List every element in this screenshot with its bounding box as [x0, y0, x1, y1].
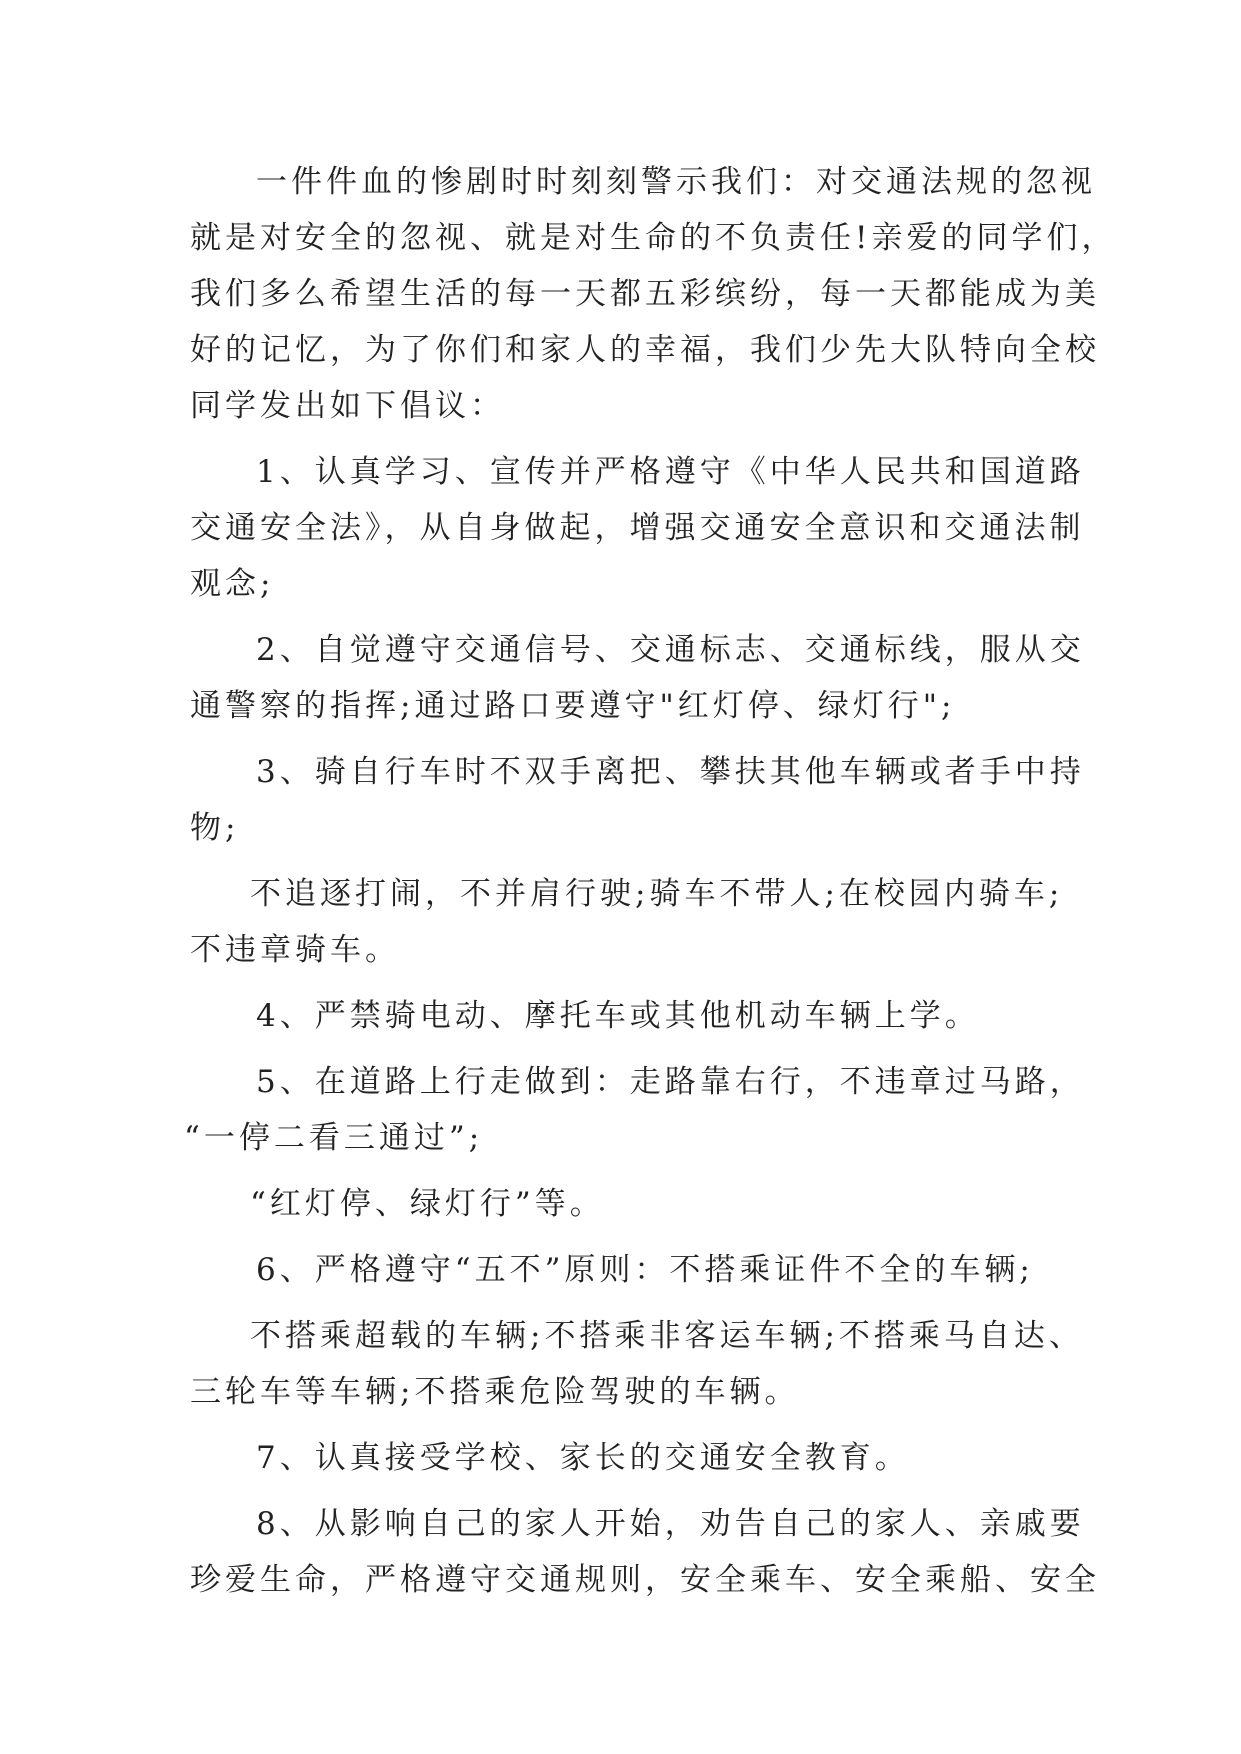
text-line: 3、骑自行车时不双手离把、攀扶其他车辆或者手中持	[256, 754, 1085, 790]
text-line: 不搭乘超载的车辆;不搭乘非客运车辆;不搭乘马自达、	[250, 1318, 1084, 1354]
text-line: “红灯停、绿灯行”等。	[250, 1186, 605, 1222]
text-line: 物;	[190, 810, 240, 846]
text-line: 5、在道路上行走做到：走路靠右行，不违章过马路，	[256, 1064, 1085, 1100]
text-line: 通警察的指挥;通过路口要遵守"红灯停、绿灯行";	[190, 688, 956, 724]
text-line: 交通安全法》，从自身做起，增强交通安全意识和交通法制	[190, 510, 1085, 546]
text-line: 我们多么希望生活的每一天都五彩缤纷，每一天都能成为美	[190, 276, 1100, 312]
text-line: 同学发出如下倡议：	[190, 388, 505, 424]
text-line: 就是对安全的忽视、就是对生命的不负责任!亲爱的同学们，	[190, 220, 1117, 256]
text-line: 珍爱生命，严格遵守交通规则，安全乘车、安全乘船、安全	[190, 1562, 1100, 1598]
text-line: 4、严禁骑电动、摩托车或其他机动车辆上学。	[256, 998, 980, 1034]
text-line: 不违章骑车。	[190, 932, 400, 968]
text-line: 2、自觉遵守交通信号、交通标志、交通标线，服从交	[256, 632, 1085, 668]
text-line: 好的记忆，为了你们和家人的幸福，我们少先大队特向全校	[190, 332, 1100, 368]
text-line: 三轮车等车辆;不搭乘危险驾驶的车辆。	[190, 1374, 800, 1410]
text-line: 6、严格遵守“五不”原则：不搭乘证件不全的车辆;	[256, 1252, 1034, 1288]
text-line: 一件件血的惨剧时时刻刻警示我们：对交通法规的忽视	[256, 164, 1096, 200]
text-line: 7、认真接受学校、家长的交通安全教育。	[256, 1440, 910, 1476]
text-line: 不追逐打闹，不并肩行驶;骑车不带人;在校园内骑车;	[250, 876, 1064, 912]
text-line: “一停二看三通过”;	[184, 1120, 484, 1156]
text-line: 1、认真学习、宣传并严格遵守《中华人民共和国道路	[256, 454, 1085, 490]
text-line: 观念;	[190, 566, 275, 602]
text-line: 8、从影响自己的家人开始，劝告自己的家人、亲戚要	[256, 1506, 1085, 1542]
